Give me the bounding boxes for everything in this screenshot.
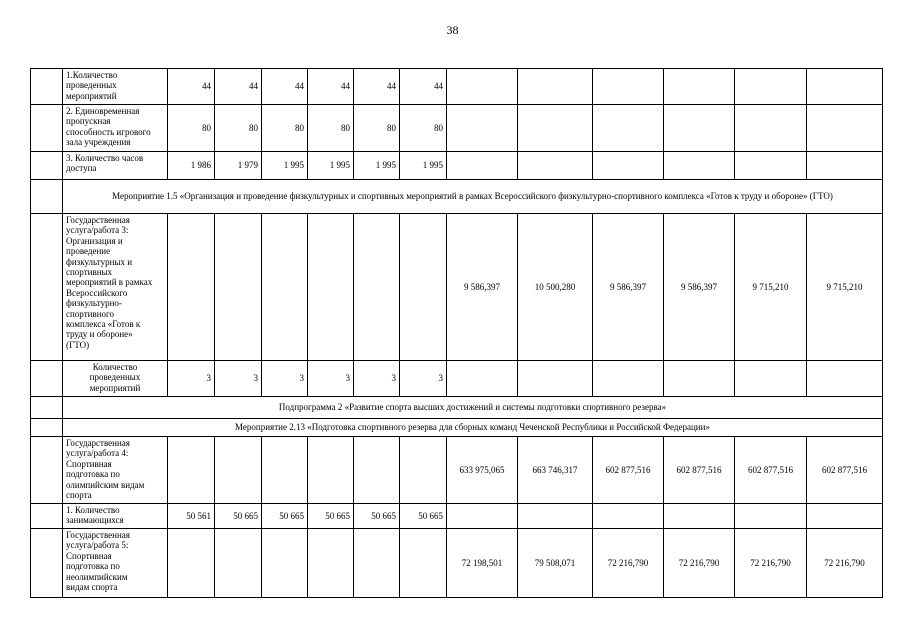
value-cell — [215, 529, 262, 598]
table-row — [31, 504, 883, 529]
value-cell — [262, 214, 308, 361]
section-header: Мероприятие 1.5 «Организация и проведение физкультурных и спортивных мероприятий в рамках Всероссийского физкультурно-спортивного комплекса «Готов к труду и обороне» (ГТО) — [63, 180, 883, 214]
section-header: Мероприятие 2.13 «Подготовка спортивного резерва для сборных команд Чеченской Республики и Российской Федерации» — [63, 419, 883, 437]
program-table — [30, 68, 883, 598]
value-cell: 50 665 — [354, 504, 400, 529]
amount-cell — [664, 152, 735, 180]
amount-cell — [447, 361, 518, 397]
value-cell — [168, 437, 215, 504]
index-cell — [31, 105, 63, 152]
amount-cell — [807, 69, 883, 105]
value-cell — [168, 529, 215, 598]
index-cell — [31, 504, 63, 529]
section-row — [31, 419, 883, 437]
index-cell — [31, 397, 63, 419]
value-cell — [168, 214, 215, 361]
value-cell — [400, 529, 447, 598]
page-number: 38 — [446, 23, 459, 37]
amount-cell — [593, 152, 664, 180]
amount-cell: 72 216,790 — [593, 529, 664, 598]
amount-cell — [593, 69, 664, 105]
value-cell: 50 665 — [262, 504, 308, 529]
value-cell: 44 — [262, 69, 308, 105]
value-cell: 3 — [262, 361, 308, 397]
value-cell — [400, 214, 447, 361]
value-cell: 1 995 — [400, 152, 447, 180]
amount-cell — [518, 105, 593, 152]
value-cell: 3 — [215, 361, 262, 397]
amount-cell: 9 586,397 — [593, 214, 664, 361]
value-cell: 44 — [308, 69, 354, 105]
value-cell: 50 665 — [308, 504, 354, 529]
value-cell: 80 — [168, 105, 215, 152]
amount-cell: 72 216,790 — [664, 529, 735, 598]
section-row — [31, 397, 883, 419]
index-cell — [31, 437, 63, 504]
table-row — [31, 152, 883, 180]
amount-cell — [447, 504, 518, 529]
amount-cell — [807, 361, 883, 397]
value-cell: 3 — [400, 361, 447, 397]
value-cell — [400, 437, 447, 504]
row-label: Государственная услуга/работа 3: Организация и проведение физкультурных и спортивных мероприятий в рамках Всероссийского физкультурно- спортивного комплекса «Готов к труду и обороне» (ГТО) — [63, 214, 168, 361]
amount-cell: 9 715,210 — [735, 214, 807, 361]
subprogram-header: Подпрограмма 2 «Развитие спорта высших достижений и системы подготовки спортивного резерва» — [63, 397, 883, 419]
amount-cell — [807, 105, 883, 152]
index-cell — [31, 419, 63, 437]
amount-cell — [664, 361, 735, 397]
amount-cell: 602 877,516 — [664, 437, 735, 504]
value-cell: 44 — [400, 69, 447, 105]
amount-cell — [735, 361, 807, 397]
row-label: 2. Единовременная пропускная способность игрового зала учреждения — [63, 105, 168, 152]
row-label: 3. Количество часов доступа — [63, 152, 168, 180]
amount-cell — [735, 504, 807, 529]
index-cell — [31, 180, 63, 214]
table-row — [31, 361, 883, 397]
row-label: 1.Количество проведенных мероприятий — [63, 69, 168, 105]
amount-cell — [518, 361, 593, 397]
value-cell — [262, 529, 308, 598]
value-cell: 44 — [168, 69, 215, 105]
table-row — [31, 529, 883, 598]
amount-cell: 9 586,397 — [664, 214, 735, 361]
amount-cell: 602 877,516 — [807, 437, 883, 504]
table-row — [31, 69, 883, 105]
index-cell — [31, 152, 63, 180]
value-cell: 50 561 — [168, 504, 215, 529]
amount-cell: 72 198,501 — [447, 529, 518, 598]
value-cell: 1 986 — [168, 152, 215, 180]
index-cell — [31, 214, 63, 361]
amount-cell: 72 216,790 — [807, 529, 883, 598]
row-label: Государственная услуга/работа 5: Спортивная подготовка по неолимпийским видам спорта — [63, 529, 168, 598]
amount-cell — [447, 152, 518, 180]
amount-cell: 9 586,397 — [447, 214, 518, 361]
row-label: Государственная услуга/работа 4: Спортивная подготовка по олимпийским видам спорта — [63, 437, 168, 504]
value-cell — [215, 437, 262, 504]
value-cell: 3 — [354, 361, 400, 397]
table-row — [31, 105, 883, 152]
value-cell — [354, 529, 400, 598]
index-cell — [31, 529, 63, 598]
value-cell — [262, 437, 308, 504]
value-cell: 80 — [215, 105, 262, 152]
amount-cell — [664, 69, 735, 105]
amount-cell — [807, 504, 883, 529]
amount-cell — [593, 105, 664, 152]
value-cell: 1 979 — [215, 152, 262, 180]
amount-cell: 79 508,071 — [518, 529, 593, 598]
value-cell: 50 665 — [215, 504, 262, 529]
value-cell: 80 — [308, 105, 354, 152]
amount-cell — [518, 152, 593, 180]
row-label: Количество проведенных мероприятий — [63, 361, 168, 397]
value-cell — [215, 214, 262, 361]
value-cell: 44 — [215, 69, 262, 105]
value-cell — [354, 437, 400, 504]
amount-cell: 72 216,790 — [735, 529, 807, 598]
value-cell — [354, 214, 400, 361]
amount-cell — [735, 152, 807, 180]
value-cell: 80 — [400, 105, 447, 152]
value-cell — [308, 529, 354, 598]
amount-cell: 602 877,516 — [593, 437, 664, 504]
value-cell: 80 — [354, 105, 400, 152]
value-cell: 1 995 — [354, 152, 400, 180]
table-row — [31, 437, 883, 504]
amount-cell — [807, 152, 883, 180]
value-cell — [308, 437, 354, 504]
amount-cell — [447, 69, 518, 105]
amount-cell: 602 877,516 — [735, 437, 807, 504]
value-cell: 80 — [262, 105, 308, 152]
amount-cell — [593, 361, 664, 397]
value-cell: 44 — [354, 69, 400, 105]
amount-cell — [735, 105, 807, 152]
table-row — [31, 214, 883, 361]
row-label: 1. Количество занимающихся — [63, 504, 168, 529]
amount-cell — [664, 504, 735, 529]
index-cell — [31, 361, 63, 397]
amount-cell: 663 746,317 — [518, 437, 593, 504]
value-cell: 3 — [308, 361, 354, 397]
amount-cell — [593, 504, 664, 529]
amount-cell — [447, 105, 518, 152]
amount-cell — [664, 105, 735, 152]
amount-cell — [518, 504, 593, 529]
amount-cell — [518, 69, 593, 105]
value-cell: 50 665 — [400, 504, 447, 529]
amount-cell: 633 975,065 — [447, 437, 518, 504]
amount-cell: 9 715,210 — [807, 214, 883, 361]
value-cell — [308, 214, 354, 361]
value-cell: 3 — [168, 361, 215, 397]
amount-cell — [735, 69, 807, 105]
amount-cell: 10 500,280 — [518, 214, 593, 361]
index-cell — [31, 69, 63, 105]
value-cell: 1 995 — [308, 152, 354, 180]
section-row — [31, 180, 883, 214]
value-cell: 1 995 — [262, 152, 308, 180]
